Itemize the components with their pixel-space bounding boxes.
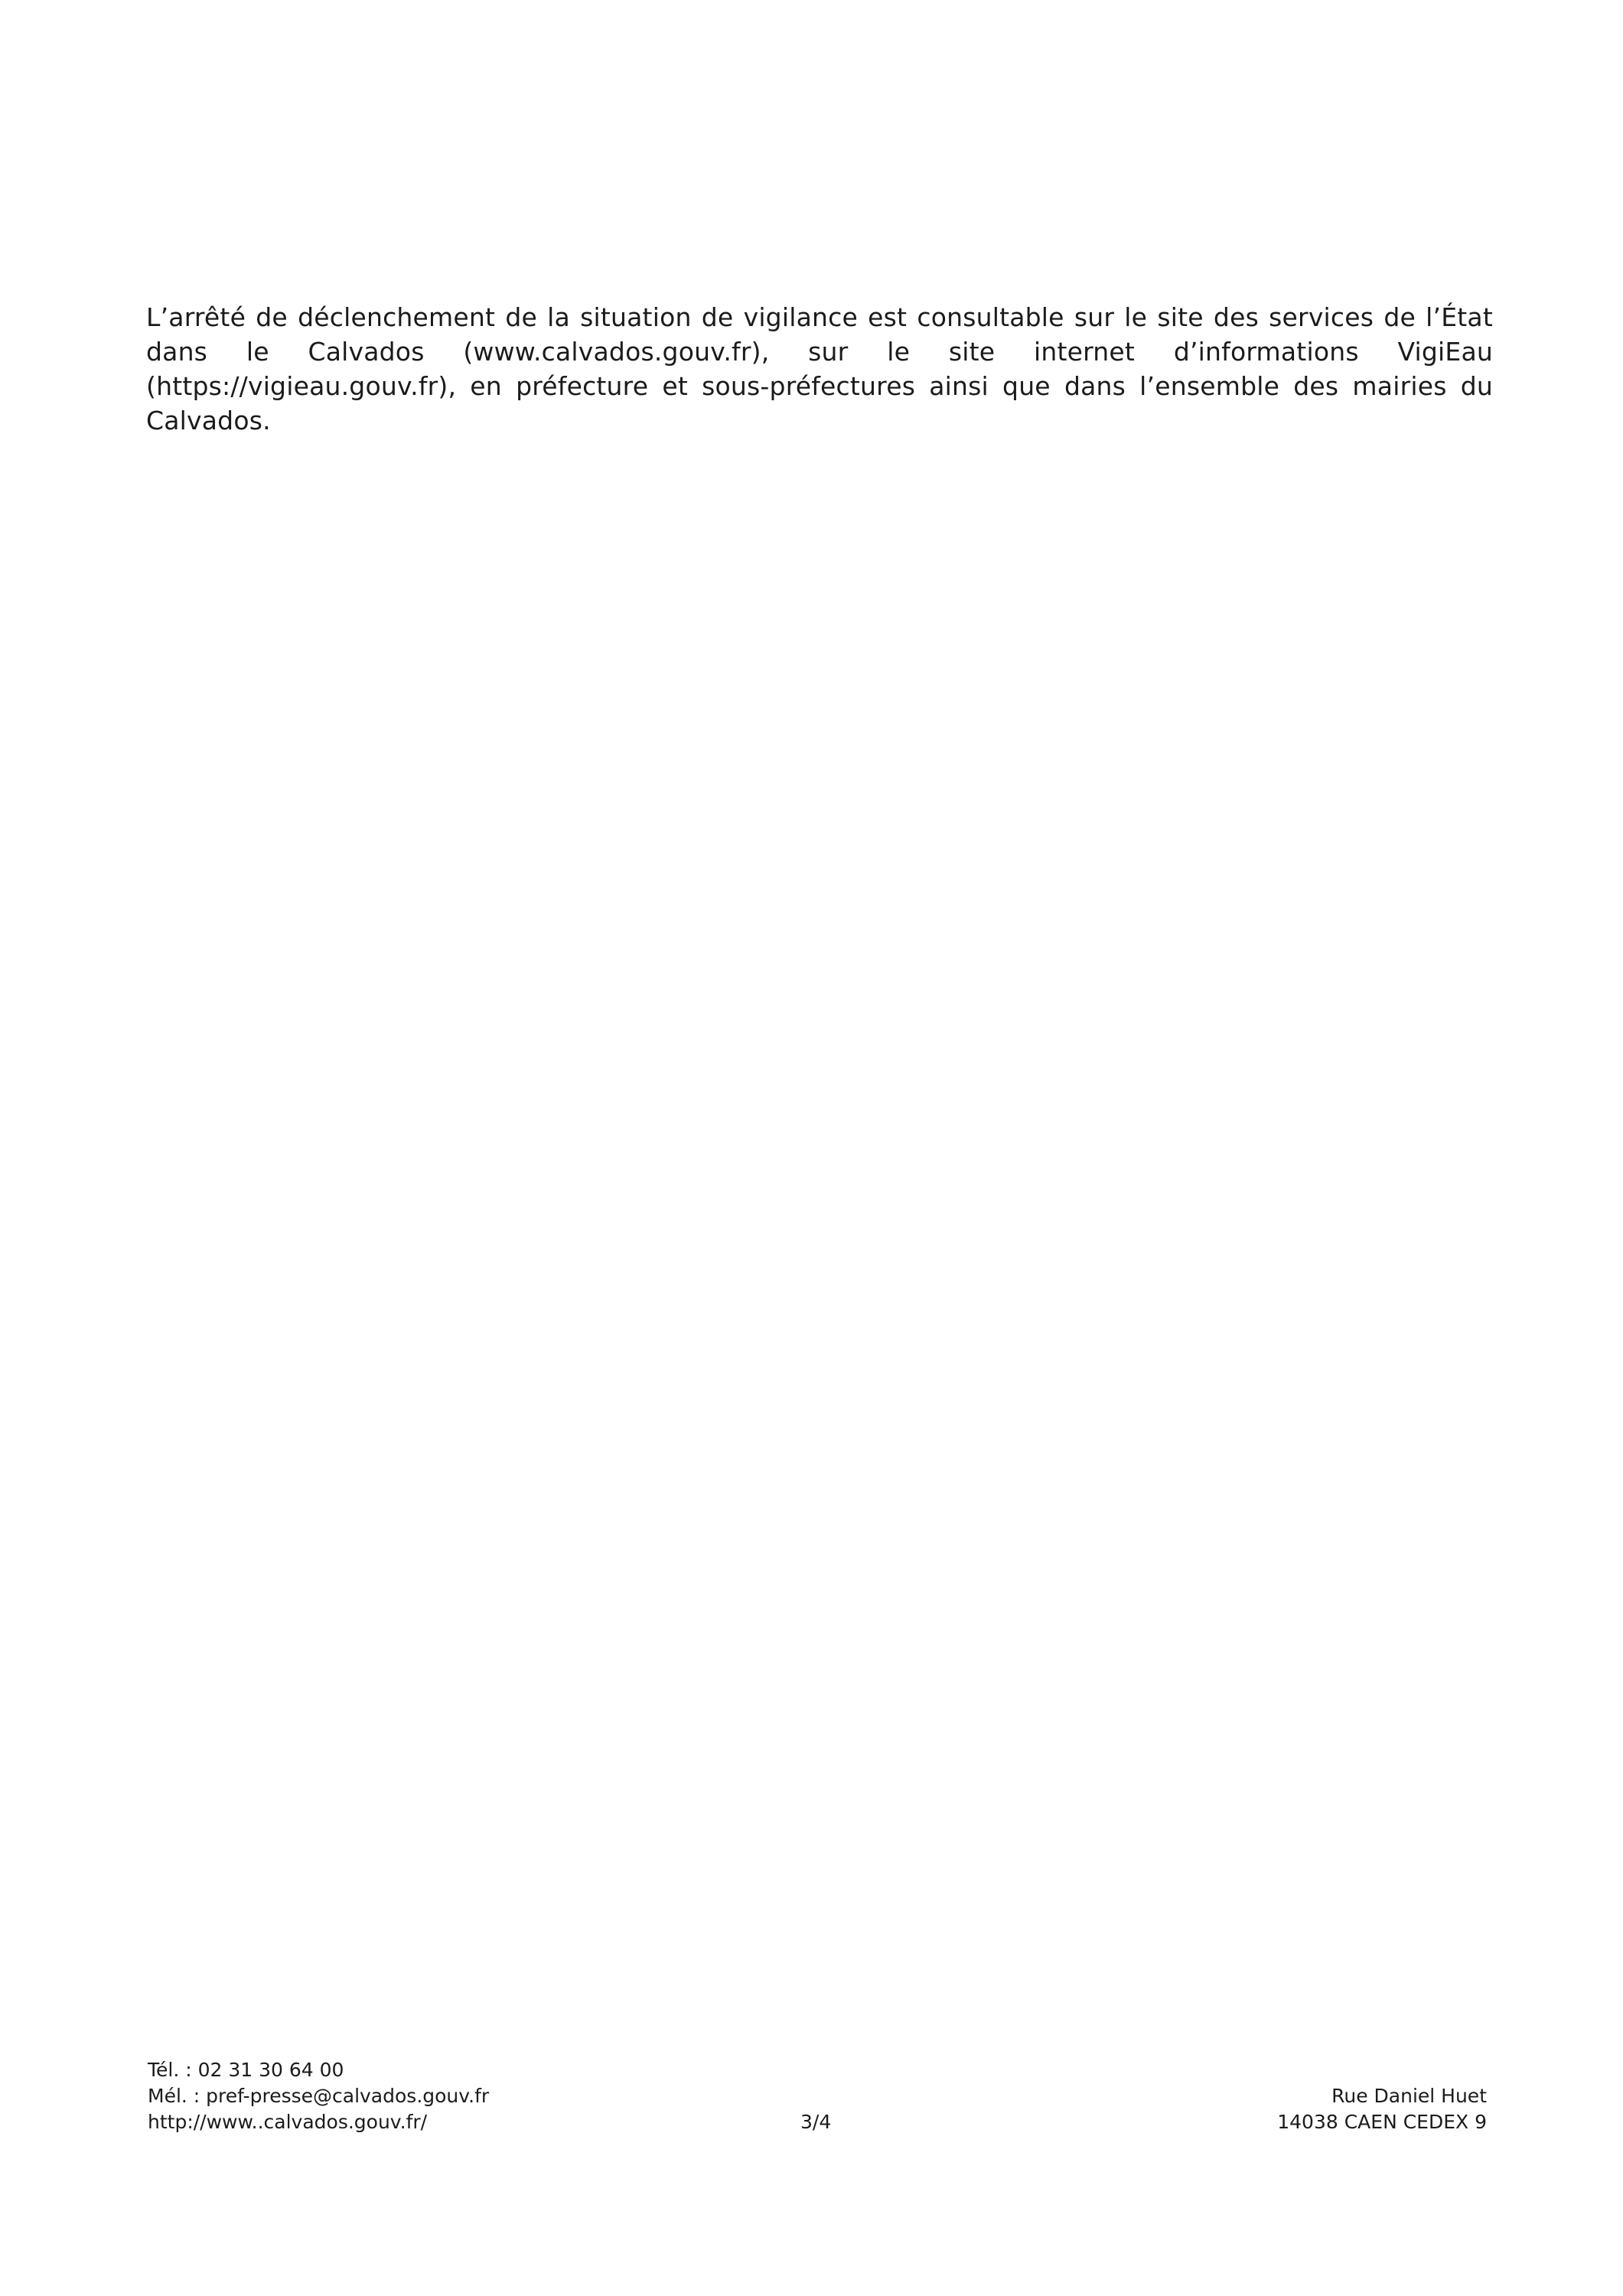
footer-website: http://www..calvados.gouv.fr/ [148,2111,428,2133]
body-paragraph: L’arrêté de déclenchement de la situation de vigilance est consultable sur le site des services de l’État dans le Calvados (www.calvados.gouv.fr), sur le site internet d’informations VigiEau (https://vigieau.gouv.fr), en préfecture et sous-préfectures ainsi que dans l’ensemble des mairies du Calvados. [146,302,1493,435]
address-street: Rue Daniel Huet [1331,2085,1487,2107]
page-number: 3/4 [800,2111,832,2133]
footer-email: Mél. : pref-presse@calvados.gouv.fr [148,2085,490,2107]
address-city: 14038 CAEN CEDEX 9 [1277,2111,1487,2133]
footer-contact [148,2057,489,2135]
footer-address [1277,2083,1487,2135]
footer-phone: Tél. : 02 31 30 64 00 [148,2059,344,2081]
